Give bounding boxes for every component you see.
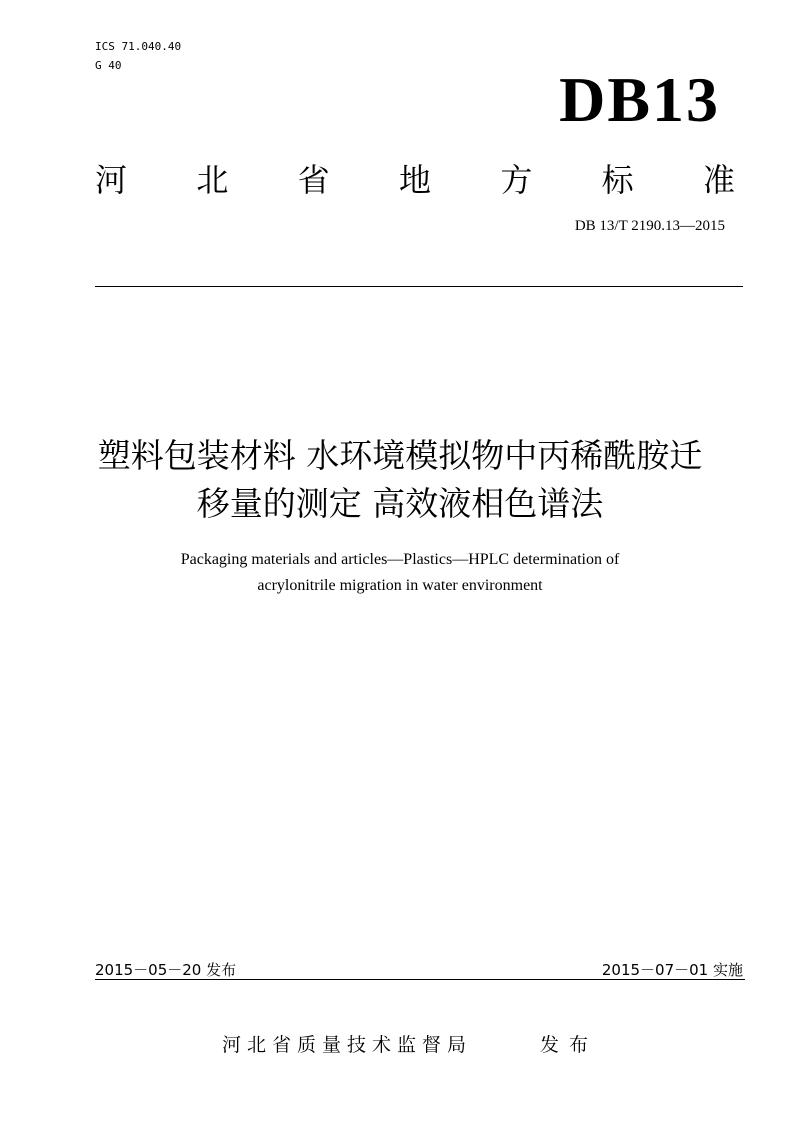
english-title-line-2: acrylonitrile migration in water environment — [257, 577, 543, 594]
publisher: 河北省质量技术监督局 — [222, 1034, 473, 1056]
issue-date: 2015－05－20 发布 — [95, 961, 237, 979]
db13-logo: DB13 — [559, 64, 720, 135]
publish-label: 发布 — [540, 1034, 599, 1056]
heading-char: 方 — [500, 161, 533, 199]
heading-char: 准 — [702, 161, 735, 199]
english-title-line-1: Packaging materials and articles—Plastics—HPLC determination of — [180, 551, 620, 568]
heading-char: 地 — [398, 161, 431, 199]
heading-char: 河 — [95, 161, 128, 199]
english-title — [0, 547, 800, 599]
bottom-divider — [95, 979, 745, 980]
chinese-title — [0, 432, 800, 528]
ics-code: ICS 71.040.40 — [95, 40, 182, 53]
heading-char: 标 — [601, 161, 634, 199]
standard-number: DB 13/T 2190.13—2015 — [574, 218, 725, 234]
heading-char: 北 — [196, 161, 229, 199]
implementation-date: 2015－07－01 实施 — [601, 961, 743, 979]
g-code: G 40 — [95, 59, 122, 72]
province-standard-heading — [95, 155, 735, 201]
heading-char: 省 — [297, 161, 330, 199]
chinese-title-line-2: 移量的测定 高效液相色谱法 — [196, 484, 604, 523]
top-divider — [95, 286, 743, 287]
chinese-title-line-1: 塑料包装材料 水环境模拟物中丙稀酰胺迁 — [97, 436, 703, 475]
